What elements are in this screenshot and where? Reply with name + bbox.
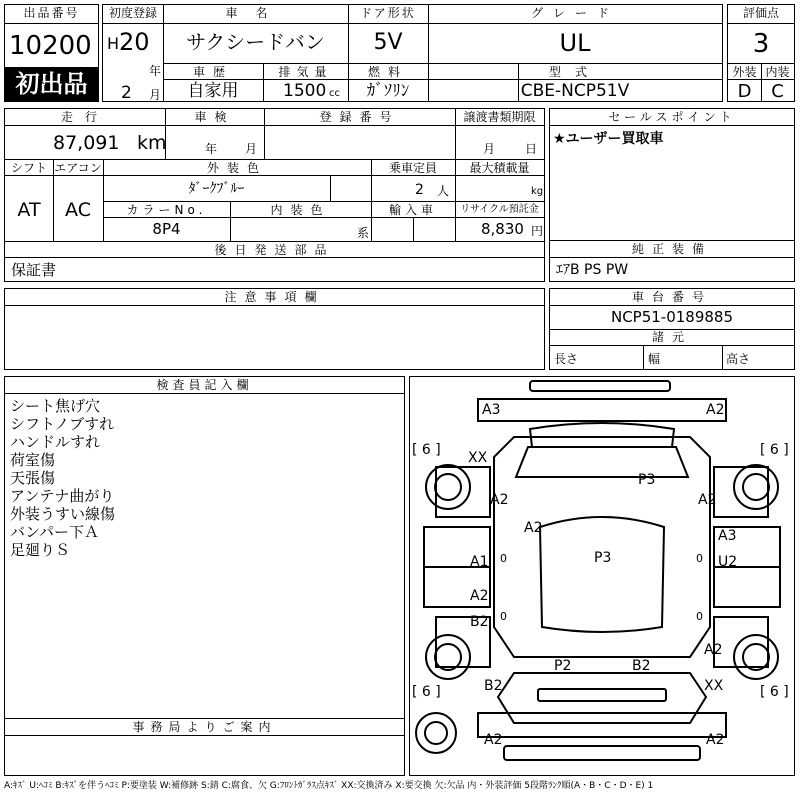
transfer-label: 譲渡書類期限 xyxy=(463,110,536,124)
ext-color-label: 外装色 xyxy=(206,161,267,175)
office-box xyxy=(4,718,405,776)
later-parts: 保証書 xyxy=(11,261,57,279)
transfer-month-unit: 月 xyxy=(483,142,496,156)
notes-label: 注意事項欄 xyxy=(224,290,325,304)
damage-mark: A2 xyxy=(704,642,723,658)
reg-year: 20 xyxy=(119,28,150,56)
damage-mark: B2 xyxy=(632,658,651,674)
inspector-note-line: ハンドルすれ xyxy=(10,433,101,451)
dims-height: 高さ xyxy=(726,352,751,366)
damage-mark: A2 xyxy=(706,402,725,418)
air-conditioner: AC xyxy=(65,199,91,221)
year-unit: 年 xyxy=(149,64,162,78)
damage-mark: A2 xyxy=(706,732,725,748)
color-no: 8P4 xyxy=(152,220,181,238)
reg-month: 2 xyxy=(121,83,132,103)
notes-box xyxy=(4,288,545,370)
fuel: ｶﾞｿﾘﾝ xyxy=(366,81,410,101)
damage-mark: B2 xyxy=(470,614,489,630)
import-label: 輸入車 xyxy=(388,203,437,217)
month-unit: 月 xyxy=(149,88,162,102)
recycle-unit: 円 xyxy=(531,224,544,238)
damage-mark: XX xyxy=(704,678,724,694)
fuel-label: 燃料 xyxy=(367,65,408,79)
header-table xyxy=(102,4,723,102)
ac-label: エアコン xyxy=(54,161,102,175)
recycle-label: リサイクル預託金 xyxy=(460,204,539,215)
inspector-note-line: アンテナ曲がり xyxy=(10,487,115,505)
damage-mark: A2 xyxy=(524,520,543,536)
inspector-label: 検査員記入欄 xyxy=(156,378,253,392)
lot-label: 出品番号 xyxy=(23,6,80,20)
tire-mark-rear-left: [ 6 ] xyxy=(412,684,441,700)
damage-diagram xyxy=(409,376,795,776)
model-code: CBE-NCP51V xyxy=(520,81,630,101)
damage-mark: P3 xyxy=(594,550,612,566)
sales-points-box xyxy=(549,108,795,242)
mileage-label: 走行 xyxy=(60,110,109,124)
chassis-box xyxy=(549,288,795,370)
inspector-note-line: シート焦げ穴 xyxy=(10,397,101,415)
later-parts-label: 後日発送部品 xyxy=(214,243,335,257)
load-unit: kg xyxy=(531,186,544,197)
inspector-note-line: シフトノブすれ xyxy=(10,415,115,433)
tire-mark-front-left: [ 6 ] xyxy=(412,442,441,458)
equipment-label: 純正装備 xyxy=(631,242,712,256)
inspector-note-line: 足廻りＳ xyxy=(10,541,71,559)
score-box xyxy=(727,4,795,102)
tire-mark-front-right: [ 6 ] xyxy=(760,442,789,458)
exterior-grade: D xyxy=(737,81,752,102)
dims-label: 諸元 xyxy=(651,330,692,344)
door-handle-mark: 0 xyxy=(500,610,507,623)
capacity-label: 乗車定員 xyxy=(388,161,437,175)
interior-grade: C xyxy=(771,81,784,102)
score-label: 評価点 xyxy=(742,6,779,20)
history-label: 車歴 xyxy=(192,65,233,79)
tire-mark-rear-right: [ 6 ] xyxy=(760,684,789,700)
exterior-label: 外装 xyxy=(732,65,757,79)
inspector-note-line: バンパー下Ａ xyxy=(10,523,99,541)
dims-length: 長さ xyxy=(554,352,579,366)
model-label: 型式 xyxy=(548,65,601,79)
inspector-note-line: 外装うすい線傷 xyxy=(10,505,116,523)
ext-color: ﾀﾞｰｸﾌﾞﾙｰ xyxy=(188,181,245,197)
inspector-note-line: 天張傷 xyxy=(10,469,56,487)
grade: UL xyxy=(559,29,591,57)
capacity-unit: 人 xyxy=(437,184,450,198)
inspection-year-unit: 年 xyxy=(205,142,218,156)
lot-number: 10200 xyxy=(9,31,92,61)
door-handle-mark: 0 xyxy=(500,552,507,565)
damage-mark: XX xyxy=(468,450,488,466)
car-name: サクシードバン xyxy=(186,30,325,54)
int-color-label: 内装色 xyxy=(270,203,331,217)
transfer-day-unit: 日 xyxy=(525,142,538,156)
plate-label: 登録番号 xyxy=(319,110,400,124)
door-handle-mark: 0 xyxy=(696,610,703,623)
inspector-notes xyxy=(10,397,115,559)
sales-points-label: セールスポイント xyxy=(608,110,736,124)
color-no-label: カラーNo. xyxy=(126,203,207,217)
details-table xyxy=(4,108,545,282)
damage-mark: B2 xyxy=(484,678,503,694)
inspector-note-line: 荷室傷 xyxy=(10,451,56,469)
first-reg-label: 初度登録 xyxy=(108,6,157,20)
mileage-unit: km xyxy=(137,132,167,154)
chassis-number: NCP51-0189885 xyxy=(610,308,734,326)
score: 3 xyxy=(752,29,770,59)
era: H xyxy=(107,34,120,53)
shift-label: シフト xyxy=(10,161,47,175)
damage-mark: A3 xyxy=(482,402,501,418)
displacement-label: 排気量 xyxy=(278,65,333,79)
capacity: 2 xyxy=(415,182,424,198)
damage-mark: U2 xyxy=(718,554,738,570)
interior-label: 内装 xyxy=(765,65,790,79)
shift: AT xyxy=(17,199,41,221)
car-history: 自家用 xyxy=(187,81,239,101)
damage-mark: P3 xyxy=(638,472,656,488)
damage-mark: A2 xyxy=(470,588,489,604)
damage-mark: A2 xyxy=(490,492,509,508)
door-type: 5V xyxy=(373,30,403,55)
damage-mark: A2 xyxy=(484,732,503,748)
chassis-label: 車台番号 xyxy=(631,290,712,304)
int-color-unit: 系 xyxy=(357,226,370,240)
damage-mark: A2 xyxy=(698,492,717,508)
damage-mark: A3 xyxy=(718,528,737,544)
load-label: 最大積載量 xyxy=(469,161,530,175)
inspection-label: 車検 xyxy=(194,110,235,124)
recycle-fee: 8,830 xyxy=(481,220,524,238)
car-name-label: 車名 xyxy=(225,6,286,20)
dims-width: 幅 xyxy=(648,352,661,366)
lot-box xyxy=(4,4,99,102)
displacement-unit: cc xyxy=(329,88,340,99)
legend: A:ｷｽﾞ U:ﾍｺﾐ B:ｷｽﾞを伴うﾍｺﾐ P:要塗装 W:補修跡 S:錆 C:腐食、欠 G:ﾌﾛﾝﾄｶﾞﾗｽ点ｷｽﾞ XX:交換済み X:要交換 欠:欠品 内・外装評価 5段階ﾗﾝｸ順(A・B・C・D・E) 1 xyxy=(4,781,654,791)
inspector-box xyxy=(4,376,405,720)
first-listing-text: 初出品 xyxy=(15,70,88,98)
inspection-month-unit: 月 xyxy=(245,142,258,156)
mileage: 87,091 xyxy=(53,132,120,154)
door-handle-mark: 0 xyxy=(696,552,703,565)
office-label: 事務局よりご案内 xyxy=(132,720,277,734)
displacement: 1500 xyxy=(283,81,327,101)
door-label: ドア形状 xyxy=(360,6,416,20)
grade-label: グレード xyxy=(530,6,619,20)
damage-mark: P2 xyxy=(554,658,572,674)
car-outline xyxy=(410,377,794,775)
damage-mark: A1 xyxy=(470,554,489,570)
equipment-text: ｴｱB PS PW xyxy=(556,262,629,278)
equipment-box xyxy=(549,240,795,282)
sales-points-text: ★ユーザー買取車 xyxy=(553,131,664,147)
